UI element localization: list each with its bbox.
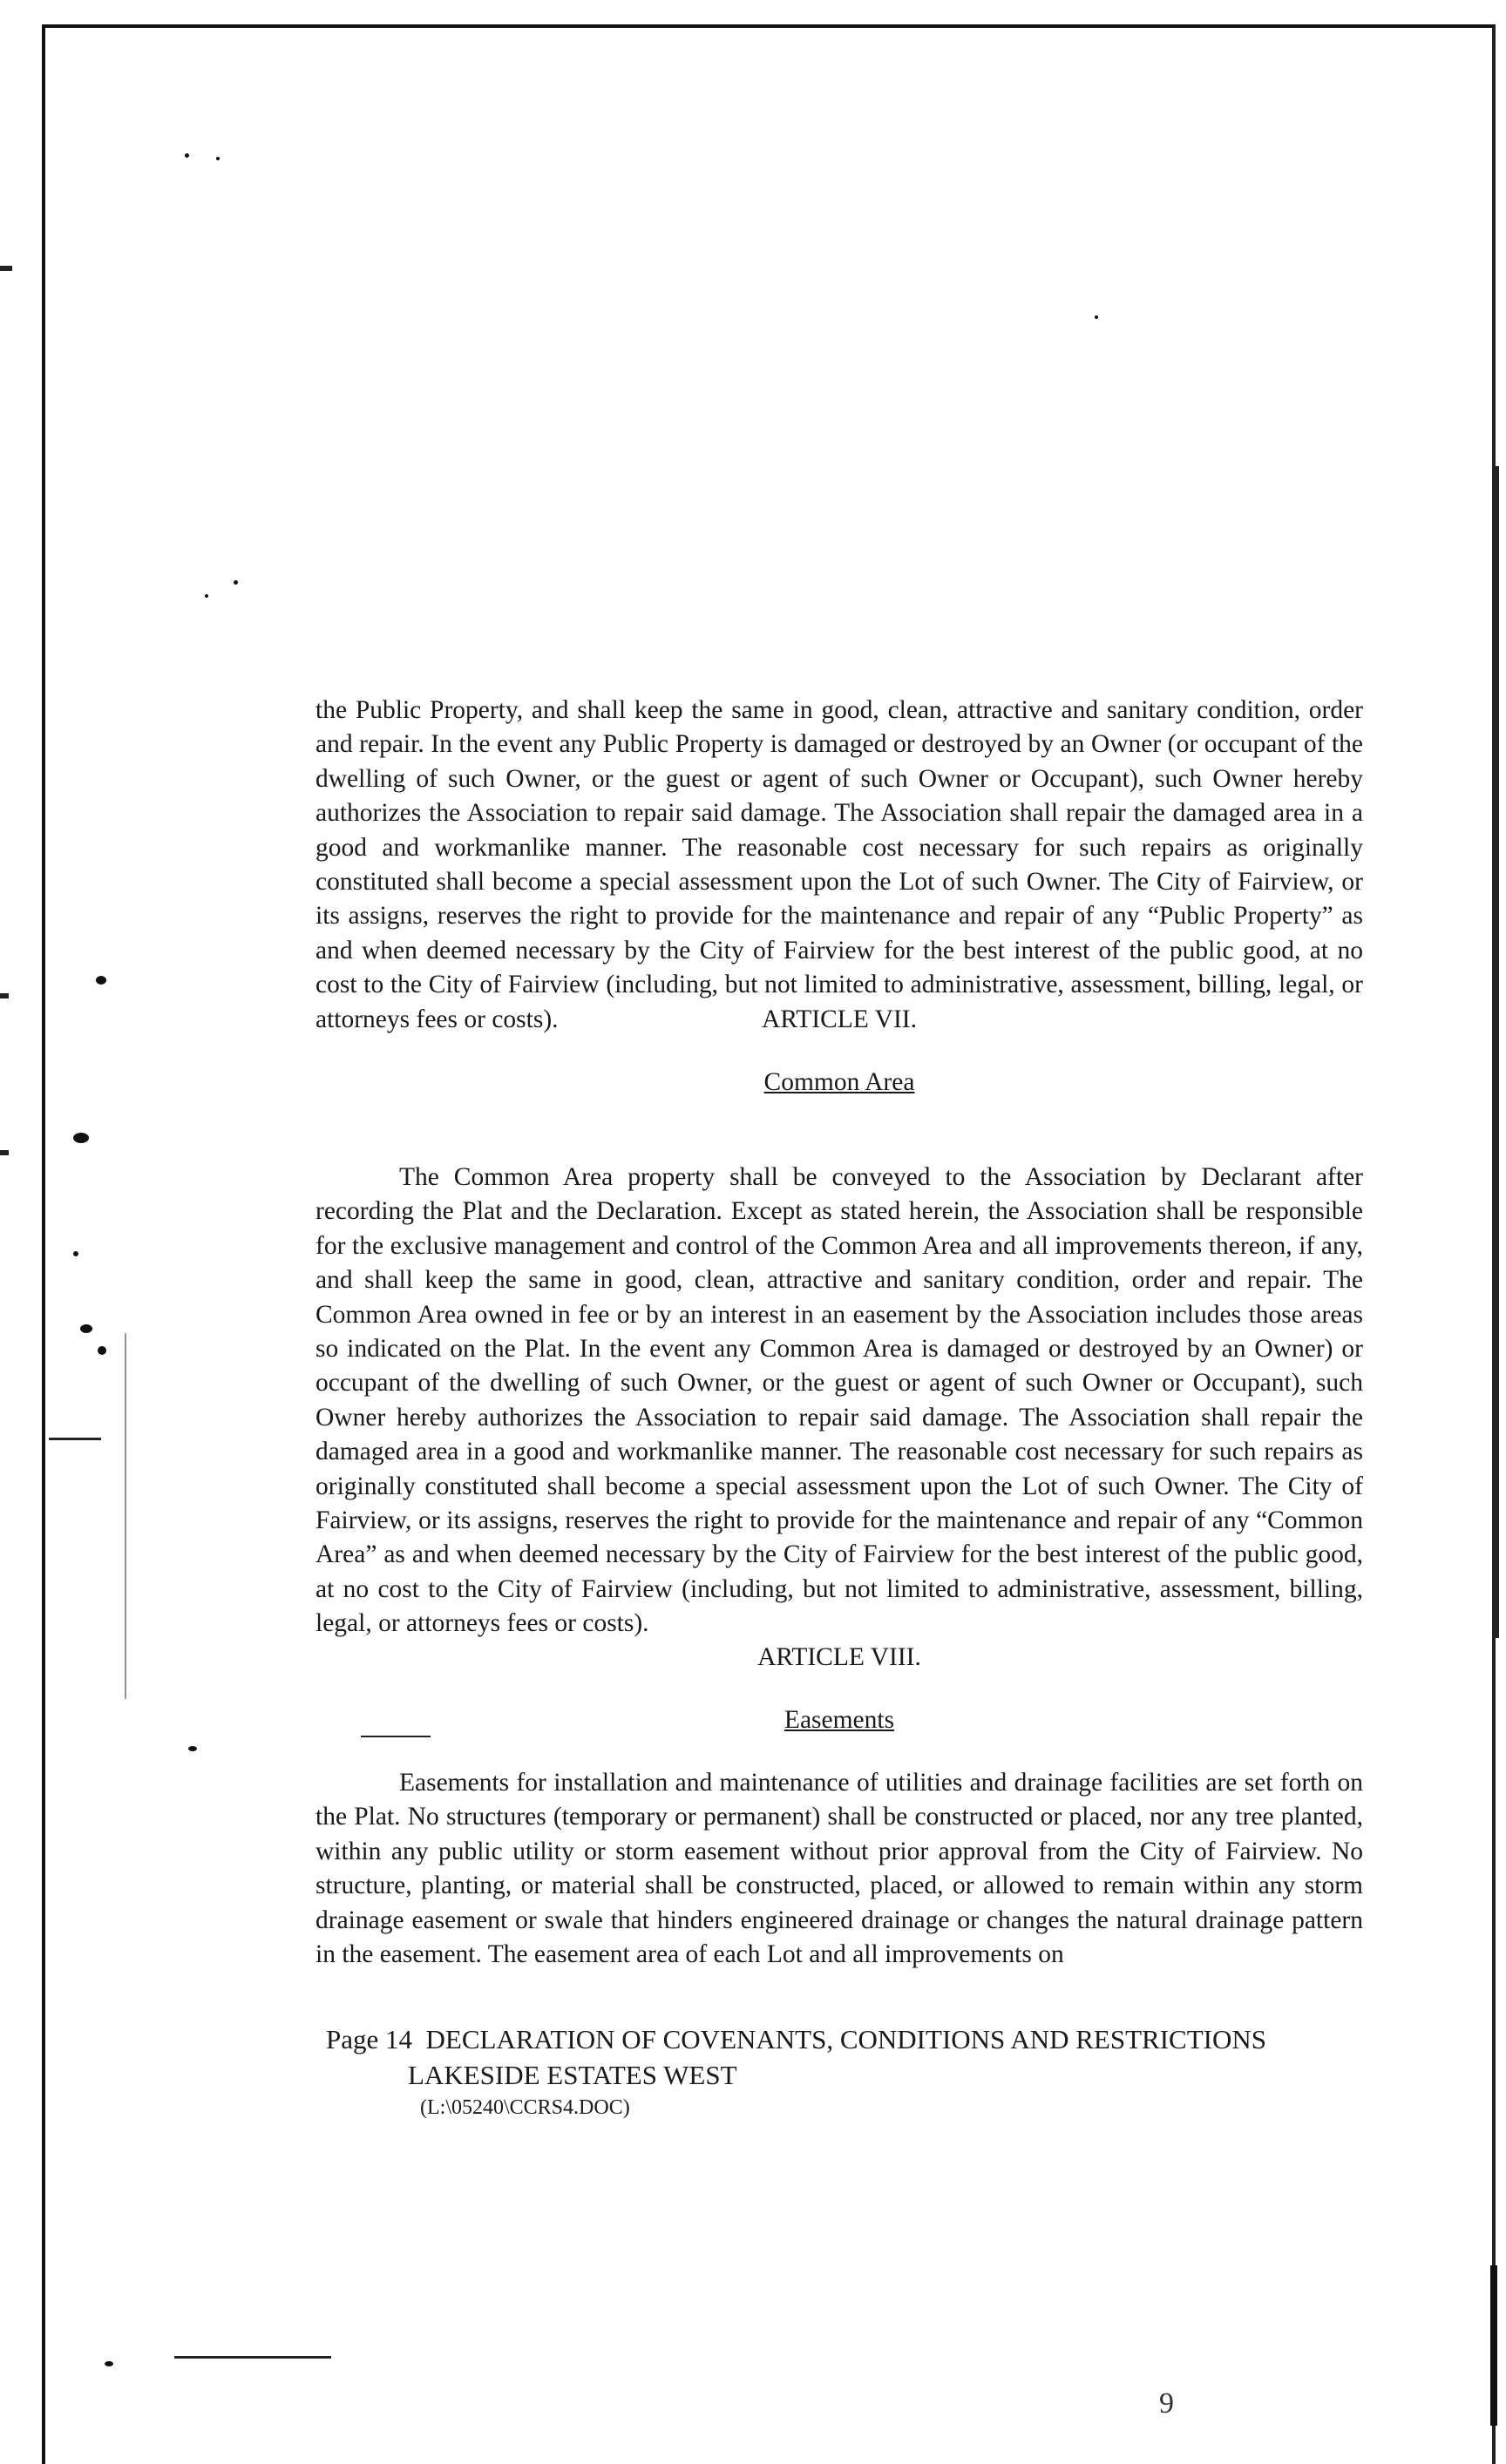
scan-dash — [49, 1438, 101, 1440]
scan-speck — [73, 1133, 89, 1143]
scan-speck — [185, 153, 189, 158]
article-8-title: Easements — [784, 1706, 895, 1734]
scan-speck — [188, 1746, 197, 1751]
footer-page-title: Page 14 DECLARATION OF COVENANTS, CONDITIONS AND RESTRICTIONS — [326, 2024, 1266, 2054]
scan-speck — [234, 580, 238, 585]
scan-speck — [73, 1251, 78, 1256]
scan-margin-line — [125, 1333, 126, 1699]
article-7-title: Common Area — [763, 1068, 915, 1096]
scan-speck — [80, 1324, 92, 1333]
scan-speck — [105, 2361, 113, 2366]
footer-file-path: (L:\05240\CCRS4.DOC) — [420, 2096, 630, 2119]
scan-speck — [216, 157, 220, 160]
paragraph-common-area: The Common Area property shall be conveyed to the Association by Declarant after recording the Plat and the Declaration. Except as stated herein, the Association shall be responsible for the exclusive management and control of the Common Area and all improvements thereon, if any, and shall keep the same in good, clean, attractive and sanitary condition, order and repair. The Common Area owned in fee or by an interest in an easement by the Association includes those areas so indicated on the Plat. In the event any Common Area is damaged or destroyed by an Owner) or occupant of the dwelling of such Owner, or the guest or agent of such Owner or Occupant), such Owner hereby authorizes the Association to repair said damage. The Association shall repair the damaged area in a good and workmanlike manner. The reasonable cost necessary for such repairs as originally constituted shall become a special assessment upon the Lot of such Owner. The City of Fairview, or its assigns, reserves the right to provide for the maintenance and repair of any “Common Area” as and when deemed necessary by the City of Fairview for the best interest of the public good, at no cost to the City of Fairview (including, but not limited to administrative, assessment, billing, legal, or attorneys fees or costs). — [315, 1163, 1363, 1638]
scan-dash — [174, 2356, 331, 2359]
footer-subdivision-name: LAKESIDE ESTATES WEST — [408, 2060, 737, 2090]
scan-speck — [1095, 315, 1098, 319]
scan-dash — [0, 993, 9, 998]
scan-speck — [205, 594, 208, 598]
scan-dash — [361, 1736, 431, 1737]
scan-edge-mark — [1490, 2265, 1497, 2426]
handwritten-page-mark: 9 — [1159, 2387, 1174, 2420]
scan-edge-mark — [1494, 466, 1499, 1638]
scan-dash — [0, 1150, 9, 1155]
scan-dash — [0, 266, 12, 271]
paragraph-easements: Easements for installation and maintenance of utilities and drainage facilities are set forth on the Plat. No structures (temporary or permanent) shall be constructed or placed, nor any tree planted, within any public utility or storm easement without prior approval from the City of Fairview. No structure, planting, or material shall be constructed, placed, or allowed to remain within any storm drainage easement or swale that hinders engineered drainage or changes the natural drainage pattern in the easement. The easement area of each Lot and all improvements on — [315, 1769, 1363, 1969]
scan-speck — [98, 1346, 106, 1355]
paragraph-public-property: the Public Property, and shall keep the same in good, clean, attractive and sanitary condition, order and repair. In the event any Public Property is damaged or destroyed by an Owner (or occupant of the dwelling of such Owner, or the guest or agent of such Owner or Occupant), such Owner hereby authorizes the Association to repair said damage. The Association shall repair the damaged area in a good and workmanlike manner. The reasonable cost necessary for such repairs as originally constituted shall become a special assessment upon the Lot of such Owner. The City of Fairview, or its assigns, reserves the right to provide for the maintenance and repair of any “Public Property” as and when deemed necessary by the City of Fairview for the best interest of the public good, at no cost to the City of Fairview (including, but not limited to administrative, assessment, billing, legal, or attorneys fees or costs). — [315, 696, 1363, 1033]
scan-speck — [96, 976, 106, 985]
article-8-heading: ARTICLE VIII. — [757, 1643, 921, 1671]
article-7-heading: ARTICLE VII. — [762, 1005, 917, 1033]
